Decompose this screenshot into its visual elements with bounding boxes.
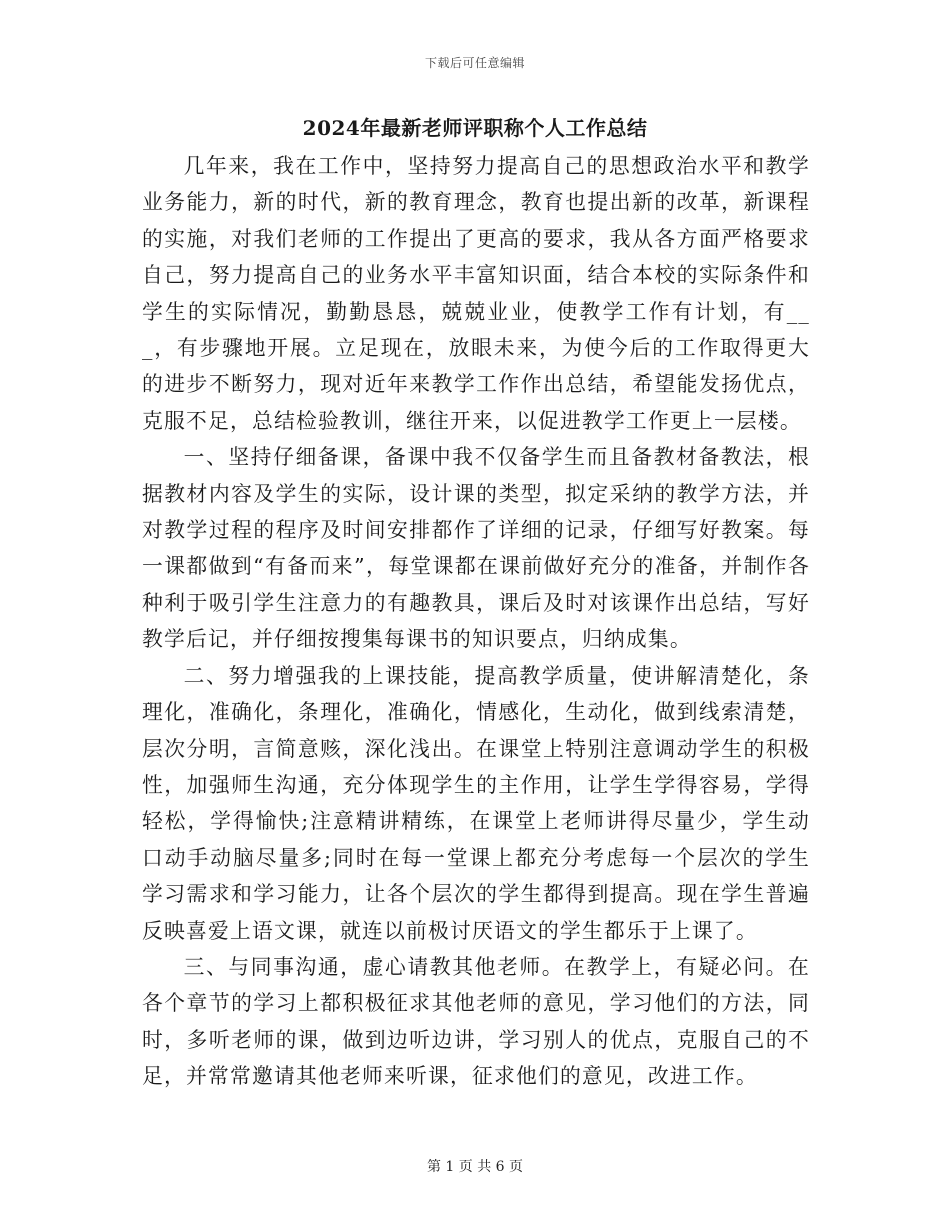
paragraph-section-1: 一、坚持仔细备课，备课中我不仅备学生而且备教材备教法，根据教材内容及学生的实际，设计课的类型，拟定采纳的教学方法，并对教学过程的程序及时间安排都作了详细的记录，仔细写好教案。每一课都做到“有备而来”，每堂课都在课前做好充分的准备，并制作各种利于吸引学生注意力的有趣教具，课后及时对该课作出总结，写好教学后记，并仔细按搜集每课书的知识要点，归纳成集。: [142, 445, 810, 652]
document-body: [142, 148, 810, 1095]
document-title: 2024年最新老师评职称个人工作总结: [302, 116, 648, 140]
paragraph-intro: 几年来，我在工作中，坚持努力提高自己的思想政治水平和教学业务能力，新的时代，新的教育理念，教育也提出新的改革，新课程的实施，对我们老师的工作提出了更高的要求，我从各方面严格要求自己，努力提高自己的业务水平丰富知识面，结合本校的实际条件和学生的实际情况，勤勤恳恳，兢兢业业，使教学工作有计划，有___，有步骤地开展。立足现在，放眼未来，为使今后的工作取得更大的进步不断努力，现对近年来教学工作作出总结，希望能发扬优点，克服不足，总结检验教训，继往开来，以促进教学工作更上一层楼。: [142, 154, 810, 433]
paragraph-section-3: 三、与同事沟通，虚心请教其他老师。在教学上，有疑必问。在各个章节的学习上都积极征求其他老师的意见，学习他们的方法，同时，多听老师的课，做到边听边讲，学习别人的优点，克服自己的不足，并常常邀请其他老师来听课，征求他们的意见，改进工作。: [142, 954, 810, 1089]
paragraph-section-2: 二、努力增强我的上课技能，提高教学质量，使讲解清楚化，条理化，准确化，条理化，准确化，情感化，生动化，做到线索清楚，层次分明，言简意赅，深化浅出。在课堂上特别注意调动学生的积极性，加强师生沟通，充分体现学生的主作用，让学生学得容易，学得轻松，学得愉快;注意精讲精练，在课堂上老师讲得尽量少，学生动口动手动脑尽量多;同时在每一堂课上都充分考虑每一个层次的学生学习需求和学习能力，让各个层次的学生都得到提高。现在学生普遍反映喜爱上语文课，就连以前极讨厌语文的学生都乐于上课了。: [142, 663, 810, 943]
page-header-note: 下载后可任意编辑: [424, 56, 525, 70]
page-number: 第 1 页 共 6 页: [426, 1159, 524, 1175]
